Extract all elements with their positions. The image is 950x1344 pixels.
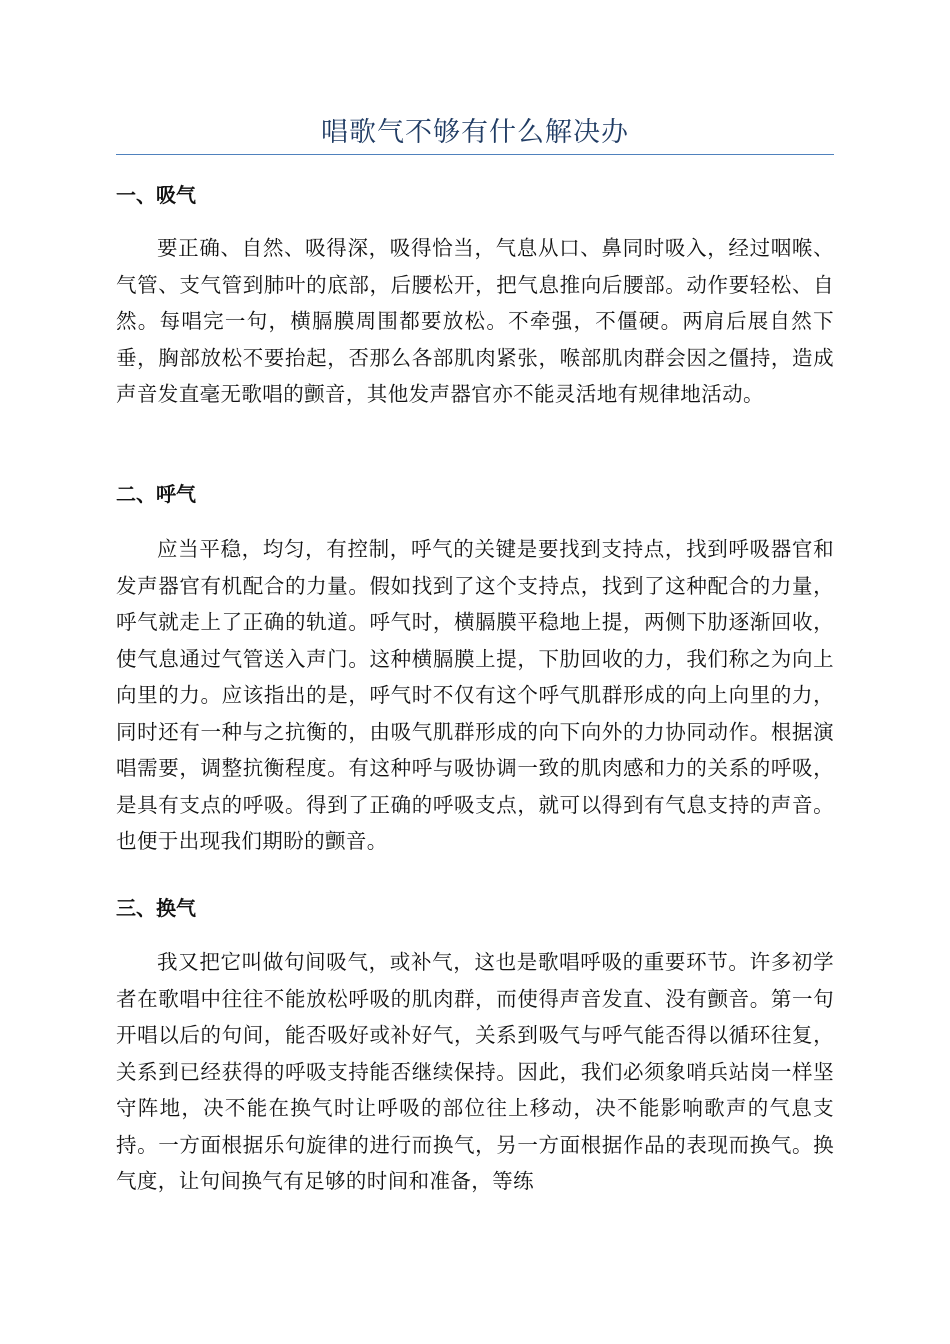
section-body-exhale: 应当平稳，均匀，有控制，呼气的关键是要找到支持点，找到呼吸器官和发声器官有机配合的力量。假如找到了这个支持点，找到了这种配合的力量，呼气就走上了正确的轨道。呼气时，横膈膜平稳地上提，两侧下肋逐渐回收，使气息通过气管送入声门。这种横膈膜上提，下肋回收的力，我们称之为向上向里的力。应该指出的是，呼气时不仅有这个呼气肌群形成的向上向里的力，同时还有一种与之抗衡的，由吸气肌群形成的向下向外的力协同动作。根据演唱需要，调整抗衡程度。有这种呼与吸协调一致的肌肉感和力的关系的呼吸，是具有支点的呼吸。得到了正确的呼吸支点，就可以得到有气息支持的声音。也便于出现我们期盼的颤音。 (116, 537, 834, 853)
section-body-breath-change: 我又把它叫做句间吸气，或补气，这也是歌唱呼吸的重要环节。许多初学者在歌唱中往往不能放松呼吸的肌肉群，而使得声音发直、没有颤音。第一句开唱以后的句间，能否吸好或补好气，关系到吸气与呼气能否得以循环往复，关系到已经获得的呼吸支持能否继续保持。因此，我们必须象哨兵站岗一样坚守阵地，决不能在换气时让呼吸的部位往上移动，决不能影响歌声的气息支持。一方面根据乐句旋律的进行而换气，另一方面根据作品的表现而换气。换气度，让句间换气有足够的时间和准备，等练 (116, 950, 834, 1193)
section-heading-exhale: 二、呼气 (116, 482, 196, 506)
section-body-inhale: 要正确、自然、吸得深，吸得恰当，气息从口、鼻同时吸入，经过咽喉、气管、支气管到肺叶的底部，后腰松开，把气息推向后腰部。动作要轻松、自然。每唱完一句，横膈膜周围都要放松。不牵强，不僵硬。两肩后展自然下垂，胸部放松不要抬起，否那么各部肌肉紧张，喉部肌肉群会因之僵持，造成声音发直毫无歌唱的颤音，其他发声器官亦不能灵活地有规律地活动。 (116, 236, 834, 406)
document-title: 唱歌气不够有什么解决办 (321, 117, 629, 148)
section-heading-inhale: 一、吸气 (116, 183, 196, 207)
title-underline (116, 154, 834, 155)
section-heading-breath-change: 三、换气 (116, 896, 196, 920)
